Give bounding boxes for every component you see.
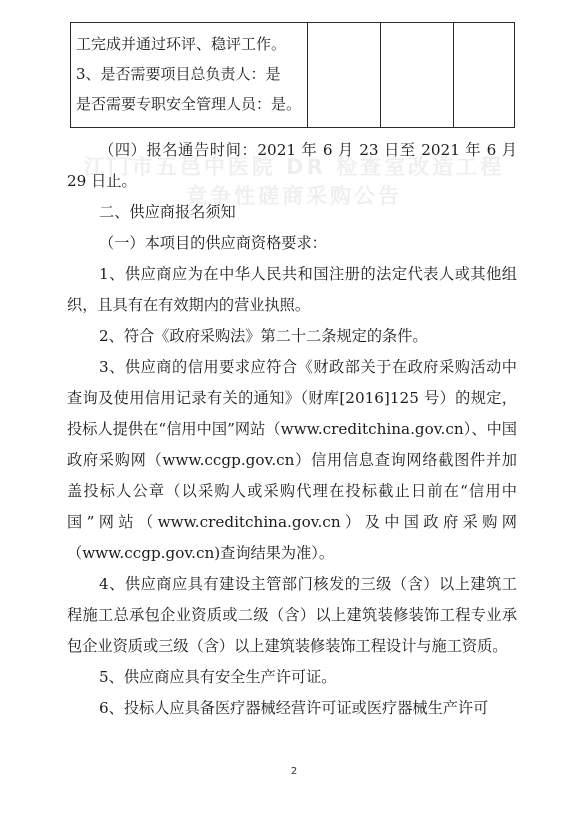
section-heading: 二、供应商报名须知 [99, 203, 236, 221]
requirement-1: 1、供应商应为在中华人民共和国注册的法定代表人或其他组织，且具有在有效期内的营业执照。 [67, 265, 517, 314]
page-number: 2 [290, 766, 298, 777]
requirement-2: 2、符合《政府采购法》第二十二条规定的条件。 [99, 327, 428, 345]
table-cell-requirements [71, 23, 308, 128]
requirement-5: 5、供应商应具有安全生产许可证。 [99, 668, 337, 686]
table-cell-empty [308, 23, 381, 128]
requirements-table [70, 22, 515, 128]
bleed-through-text: 江门市五邑中医院 DR 检查室改造工程 [83, 155, 505, 179]
subsection-heading: （一）本项目的供应商资格要求： [99, 234, 327, 252]
document-body [67, 135, 517, 724]
table-row [71, 23, 515, 128]
table-cell-empty [381, 23, 454, 128]
requirement-4: 4、供应商应具有建设主管部门核发的三级（含）以上建筑工程施工总承包企业资质或二级（含）以上建筑装修装饰工程专业承包企业资质或三级（含）以上建筑装修装饰工程设计与施工资质。 [67, 575, 517, 655]
table-cell-empty [454, 23, 515, 128]
table-cell-line: 3、是否需要项目总负责人：是 [76, 65, 281, 83]
table-cell-line: 工完成并通过环评、稳评工作。 [76, 35, 287, 53]
requirement-6: 6、投标人应具备医疗器械经营许可证或医疗器械生产许可 [99, 699, 489, 717]
bleed-through-text: 竞争性磋商采购公告 [186, 184, 402, 208]
notice-time-paragraph: （四）报名通告时间：2021 年 6 月 23 日至 2021 年 6 月 29 日止。 [67, 141, 517, 190]
table-cell-line: 是否需要专职安全管理人员：是。 [76, 95, 302, 113]
requirement-3: 3、供应商的信用要求应符合《财政部关于在政府采购活动中查询及使用信用记录有关的通知》（财库[2016]125 号）的规定，投标人提供在“信用中国”网站（www.creditchina.gov.cn）、中国政府采购网（www.ccgp.gov.cn）信用信息查询网络截图件并加盖投标人公章（以采购人或采购代理在投标截止日前在“信用中国”网站（www.creditchina.gov.cn）及中国政府采购网（www.ccgp.gov.cn)查询结果为准）。 [67, 358, 517, 562]
